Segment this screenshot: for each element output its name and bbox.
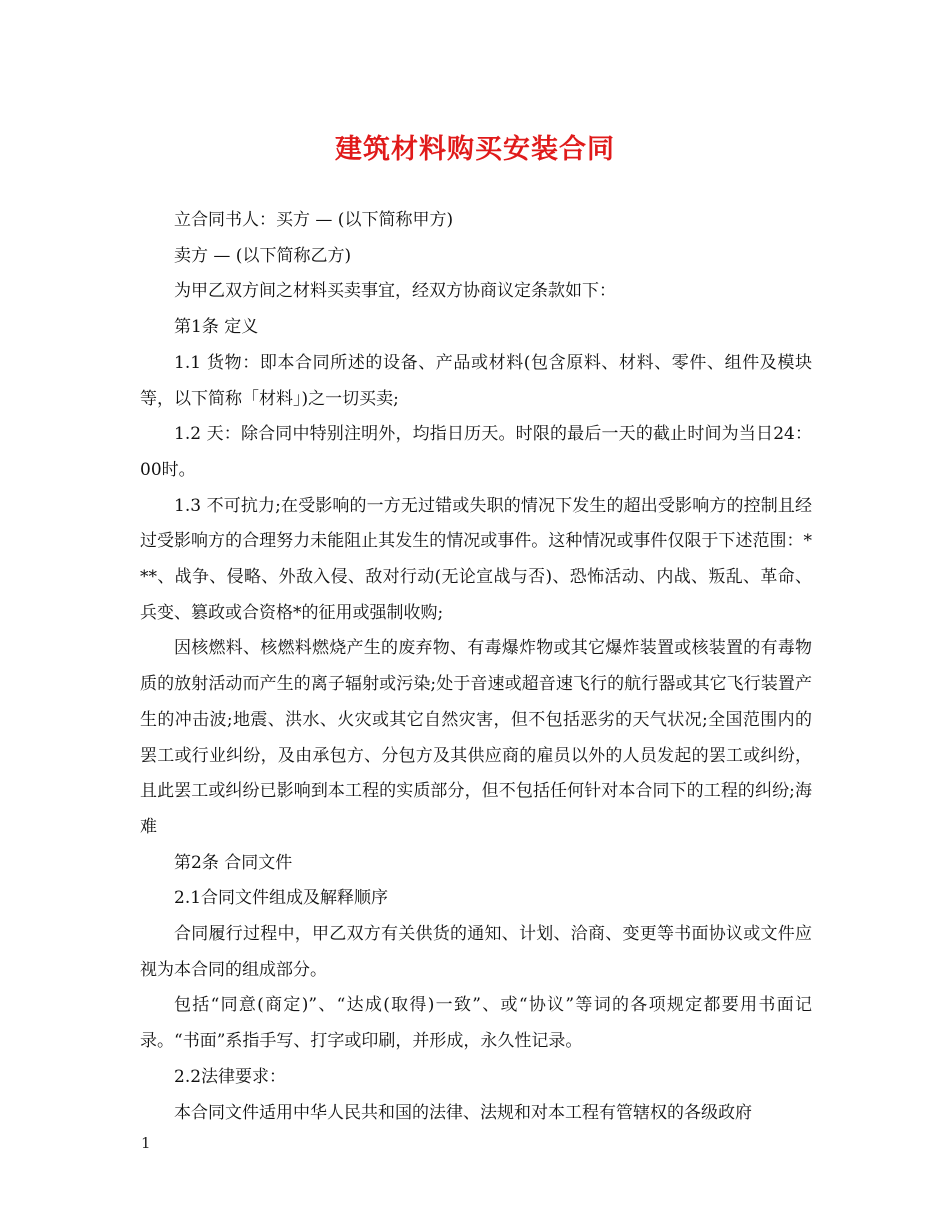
- clause-2-2-heading: 2.2法律要求：: [174, 1066, 287, 1087]
- page-number: 1: [141, 1134, 151, 1152]
- clause-2-1-definition: 包括“同意(商定)”、“达成(取得)一致”、或“协议”等词的各项规定都要用书面记录。“书面”系指手写、打字或印刷，并形成，永久性记录。: [140, 995, 812, 1052]
- clause-2-1-heading: 2.1合同文件组成及解释顺序: [174, 888, 389, 909]
- document-title: 建筑材料购买安装合同: [335, 134, 615, 165]
- clause-1-3: 1.3 不可抗力;在受影响的一方无过错或失职的情况下发生的超出受影响方的控制且经过受影响方的合理努力未能阻止其发生的情况或事件。这种情况或事件仅限于下述范围：***、战争、侵略、外敌入侵、敌对行动(无论宣战与否)、恐怖活动、内战、叛乱、革命、兵变、篡政或合资格*的征用或强制收购;: [140, 495, 812, 623]
- document-body: [140, 203, 812, 1131]
- clause-1-3-continued: 因核燃料、核燃料燃烧产生的废弃物、有毒爆炸物或其它爆炸装置或核装置的有毒物质的放射活动而产生的离子辐射或污染;处于音速或超音速飞行的航行器或其它飞行装置产生的冲击波;地震、洪水、火灾或其它自然灾害，但不包括恶劣的天气状况;全国范围内的罢工或行业纠纷，及由承包方、分包方及其供应商的雇员以外的人员发起的罢工或纠纷，且此罢工或纠纷已影响到本工程的实质部分，但不包括任何针对本合同下的工程的纠纷;海难: [140, 638, 812, 837]
- paragraph-parties-seller: 卖方 — (以下简称乙方): [174, 245, 352, 266]
- article-2-heading: 第2条 合同文件: [174, 852, 293, 873]
- clause-1-2: 1.2 天：除合同中特别注明外，均指日历天。时限的最后一天的截止时间为当日24：00时。: [140, 424, 812, 480]
- clause-1-1: 1.1 货物：即本合同所述的设备、产品或材料(包含原料、材料、零件、组件及模块等，以下简称「材料」)之一切买卖;: [140, 352, 812, 409]
- clause-2-1-body: 合同履行过程中，甲乙双方有关供货的通知、计划、洽商、变更等书面协议或文件应视为本合同的组成部分。: [140, 924, 812, 980]
- article-1-heading: 第1条 定义: [174, 317, 259, 338]
- clause-2-2-body: 本合同文件适用中华人民共和国的法律、法规和对本工程有管辖权的各级政府: [174, 1102, 752, 1123]
- paragraph-preamble: 为甲乙双方间之材料买卖事宜，经双方协商议定条款如下：: [174, 281, 616, 302]
- paragraph-parties-buyer: 立合同书人：买方 — (以下简称甲方): [174, 210, 454, 230]
